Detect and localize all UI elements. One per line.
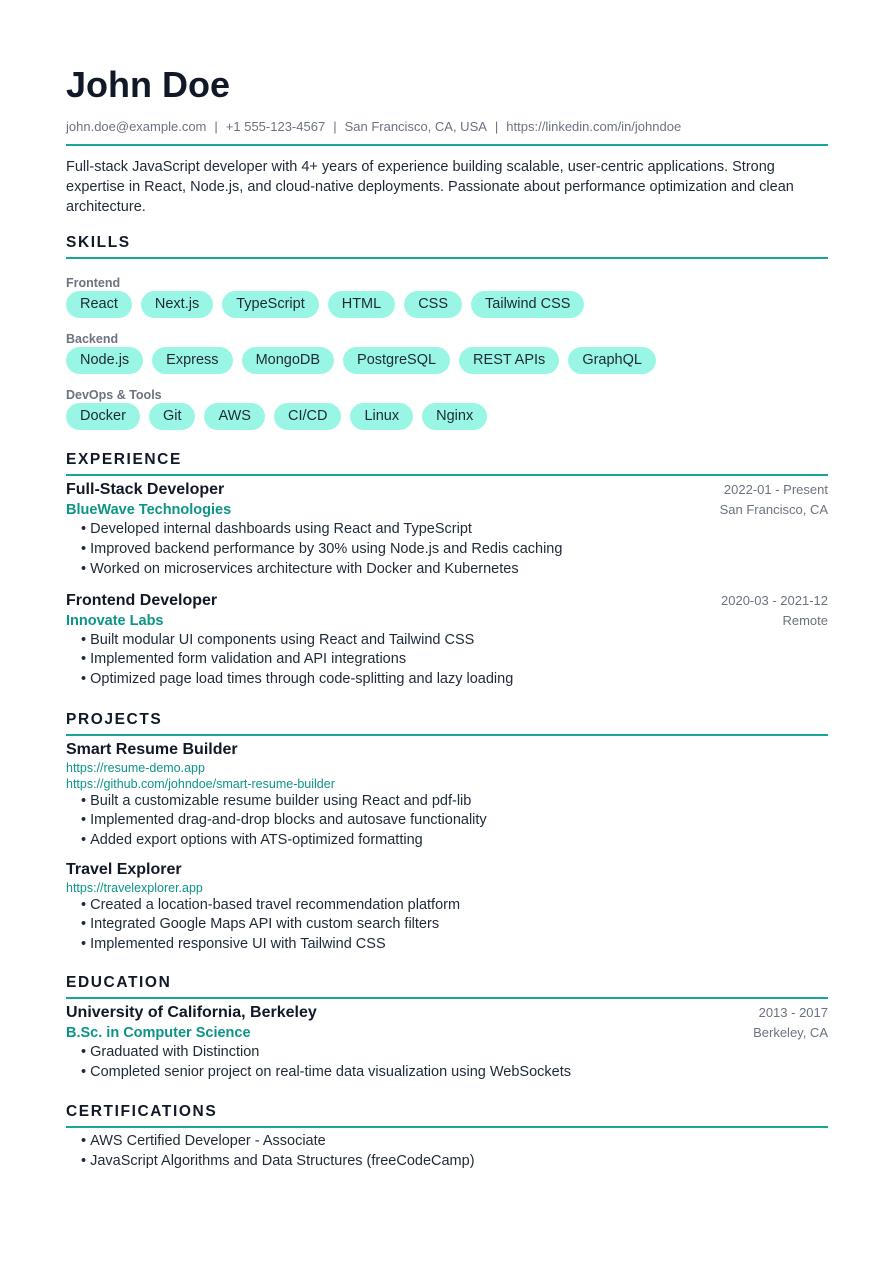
skill-chip: CI/CD <box>274 403 341 430</box>
job-role: Full-Stack Developer <box>66 481 225 499</box>
job-role: Frontend Developer <box>66 591 218 609</box>
section-divider <box>66 997 828 999</box>
certification-item: • JavaScript Algorithms and Data Structures (freeCodeCamp) <box>81 1152 828 1172</box>
job-location: Remote <box>782 612 828 628</box>
section-title-education: EDUCATION <box>66 973 172 991</box>
header-divider <box>66 144 828 146</box>
contact-separator: | <box>494 119 499 134</box>
project-bullets <box>66 896 828 955</box>
skill-chip: REST APIs <box>459 347 559 374</box>
summary-text: Full-stack JavaScript developer with 4+ years of experience building scalable, user-centric applications. Strong expertise in React, Node.js, and cloud-native deployments. Passionate about performance optimization and clean architecture. <box>66 159 794 215</box>
job-dates: 2020-03 - 2021-12 <box>721 592 828 608</box>
job-company: BlueWave Technologies <box>66 502 232 519</box>
skill-chip: GraphQL <box>568 347 656 374</box>
bullet-item: • Graduated with Distinction <box>81 1043 828 1063</box>
bullet-item: • Completed senior project on real-time data visualization using WebSockets <box>81 1063 828 1083</box>
skill-chip: Git <box>149 403 196 430</box>
school-name: University of California, Berkeley <box>66 1003 317 1021</box>
bullet-item: • Improved backend performance by 30% using Node.js and Redis caching <box>81 540 828 560</box>
contact-email[interactable]: john.doe@example.com <box>66 119 207 134</box>
contact-linkedin[interactable]: https://linkedin.com/in/johndoe <box>506 119 682 134</box>
education-section <box>66 974 828 1082</box>
bullet-item: • Worked on microservices architecture with Docker and Kubernetes <box>81 560 828 580</box>
section-title-projects: PROJECTS <box>66 710 163 728</box>
skill-chip: AWS <box>204 403 265 430</box>
job-dates: 2022-01 - Present <box>723 482 828 498</box>
education-dates: 2013 - 2017 <box>758 1004 828 1020</box>
contact-separator: | <box>214 119 218 134</box>
project-link[interactable]: https://github.com/johndoe/smart-resume-builder <box>66 776 335 791</box>
education-location: Berkeley, CA <box>753 1024 828 1040</box>
project-name: Smart Resume Builder <box>66 740 238 758</box>
section-title-certifications: CERTIFICATIONS <box>66 1103 218 1121</box>
candidate-name: John Doe <box>66 64 231 105</box>
section-title-experience: EXPERIENCE <box>66 451 182 469</box>
skills-section <box>66 234 828 430</box>
job-bullets <box>66 631 828 690</box>
skill-chips <box>66 291 828 318</box>
skill-group-frontend <box>66 276 828 318</box>
bullet-item: • Added export options with ATS-optimized formatting <box>81 831 828 851</box>
certification-item: • AWS Certified Developer - Associate <box>81 1132 828 1152</box>
skill-group-label: DevOps & Tools <box>66 388 162 403</box>
skill-chip: CSS <box>404 291 462 318</box>
project-bullets <box>66 792 828 851</box>
bullet-item: • Integrated Google Maps API with custom search filters <box>81 915 828 935</box>
project-entry <box>66 740 828 851</box>
certifications-section <box>66 1103 828 1171</box>
skill-chip: TypeScript <box>222 291 319 318</box>
projects-section <box>66 711 828 955</box>
skill-chip: Nginx <box>422 403 487 430</box>
section-divider <box>66 734 828 736</box>
skill-chip: Docker <box>66 403 140 430</box>
education-entry <box>66 1003 828 1082</box>
skill-chip: Express <box>152 347 232 374</box>
education-bullets <box>66 1043 828 1082</box>
section-divider <box>66 474 828 476</box>
job-location: San Francisco, CA <box>719 502 828 518</box>
contact-phone: +1 555-123-4567 <box>225 119 326 134</box>
skill-chip: Next.js <box>141 291 213 318</box>
contact-separator: | <box>333 119 337 134</box>
contact-location: San Francisco, CA, USA <box>344 119 487 134</box>
skill-chips <box>66 347 828 374</box>
job-bullets <box>66 520 828 579</box>
job-entry <box>66 591 828 690</box>
skill-group-label: Frontend <box>66 276 121 291</box>
degree-name: B.Sc. in Computer Science <box>66 1024 251 1041</box>
job-entry <box>66 480 828 579</box>
bullet-item: • Implemented form validation and API integrations <box>81 650 828 670</box>
skill-chip: HTML <box>328 291 395 318</box>
section-divider <box>66 1126 828 1128</box>
project-entry <box>66 860 828 955</box>
job-company: Innovate Labs <box>66 612 164 629</box>
bullet-item: • Implemented responsive UI with Tailwind CSS <box>81 935 828 955</box>
section-divider <box>66 257 828 259</box>
skill-chip: Linux <box>350 403 413 430</box>
bullet-item: • Built modular UI components using React and Tailwind CSS <box>81 631 828 651</box>
skill-chip: MongoDB <box>242 347 334 374</box>
resume-sheet <box>66 56 828 1172</box>
contact-line <box>66 119 828 135</box>
bullet-item: • Built a customizable resume builder using React and pdf-lib <box>81 792 828 812</box>
bullet-item: • Implemented drag-and-drop blocks and autosave functionality <box>81 811 828 831</box>
bullet-item: • Created a location-based travel recommendation platform <box>81 896 828 916</box>
bullet-item: • Developed internal dashboards using React and TypeScript <box>81 520 828 540</box>
skill-chip: PostgreSQL <box>343 347 450 374</box>
experience-section <box>66 451 828 689</box>
skill-group-backend <box>66 332 828 374</box>
certification-list <box>66 1132 828 1171</box>
section-title-skills: SKILLS <box>66 234 131 252</box>
project-link[interactable]: https://resume-demo.app <box>66 760 205 775</box>
project-link[interactable]: https://travelexplorer.app <box>66 880 203 895</box>
skill-chip: Tailwind CSS <box>471 291 584 318</box>
project-name: Travel Explorer <box>66 860 182 878</box>
skill-group-devops <box>66 388 828 430</box>
skill-chip: React <box>66 291 132 318</box>
bullet-item: • Optimized page load times through code-splitting and lazy loading <box>81 670 828 690</box>
skill-chip: Node.js <box>66 347 143 374</box>
skill-chips <box>66 403 828 430</box>
skill-group-label: Backend <box>66 332 119 347</box>
